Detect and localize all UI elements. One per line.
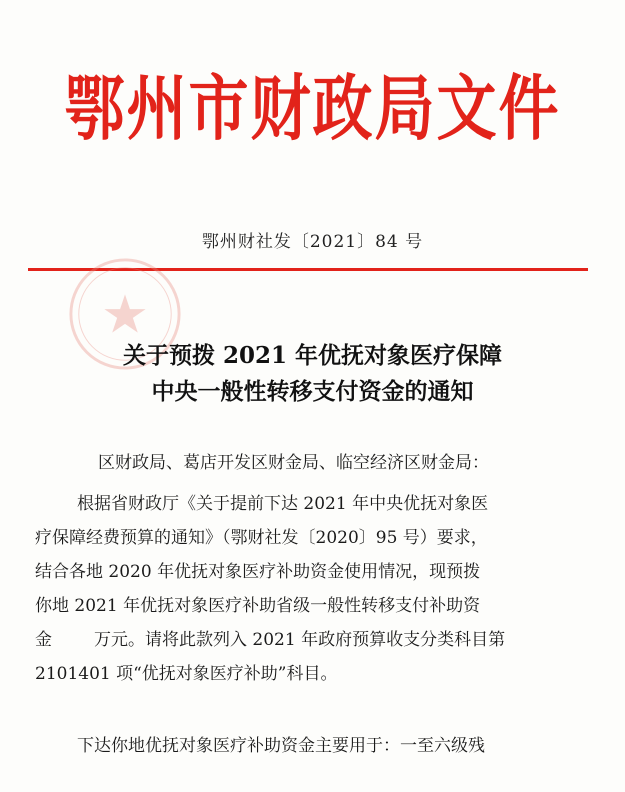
notice-title-line-2: 中央一般性转移支付资金的通知 bbox=[151, 378, 474, 405]
notice-title-line-1: 关于预拨 2021 年优抚对象医疗保障 bbox=[122, 342, 503, 369]
document-number: 鄂州财社发〔2021〕84 号 bbox=[201, 232, 424, 252]
paragraph-line: 根据省财政厅《关于提前下达 2021 年中央优抚对象医 bbox=[77, 494, 489, 514]
notice-title bbox=[0, 338, 625, 410]
body-paragraph-2 bbox=[75, 729, 575, 763]
amount-label: 金 bbox=[35, 630, 52, 650]
paragraph-line bbox=[35, 623, 575, 657]
masthead-title: 鄂州市财政局文件 bbox=[64, 67, 561, 151]
paragraph-line: 下达你地优抚对象医疗补助资金主要用于：一至六级残 bbox=[77, 736, 485, 756]
body-paragraph-1 bbox=[35, 487, 575, 691]
paragraph-line: 结合各地 2020 年优抚对象医疗补助资金使用情况，现预拨 bbox=[35, 562, 481, 582]
paragraph-line: 疗保障经费预算的通知》（鄂财社发〔2020〕95 号）要求， bbox=[35, 528, 488, 548]
amount-continuation: 万元。请将此款列入 2021 年政府预算收支分类科目第 bbox=[94, 630, 506, 650]
paragraph-line: 你地 2021 年优抚对象医疗补助省级一般性转移支付补助资 bbox=[35, 596, 481, 616]
addressee-line: 区财政局、葛店开发区财金局、临空经济区财金局： bbox=[98, 453, 489, 473]
paragraph-line: 2101401 项“优抚对象医疗补助”科目。 bbox=[35, 664, 338, 684]
